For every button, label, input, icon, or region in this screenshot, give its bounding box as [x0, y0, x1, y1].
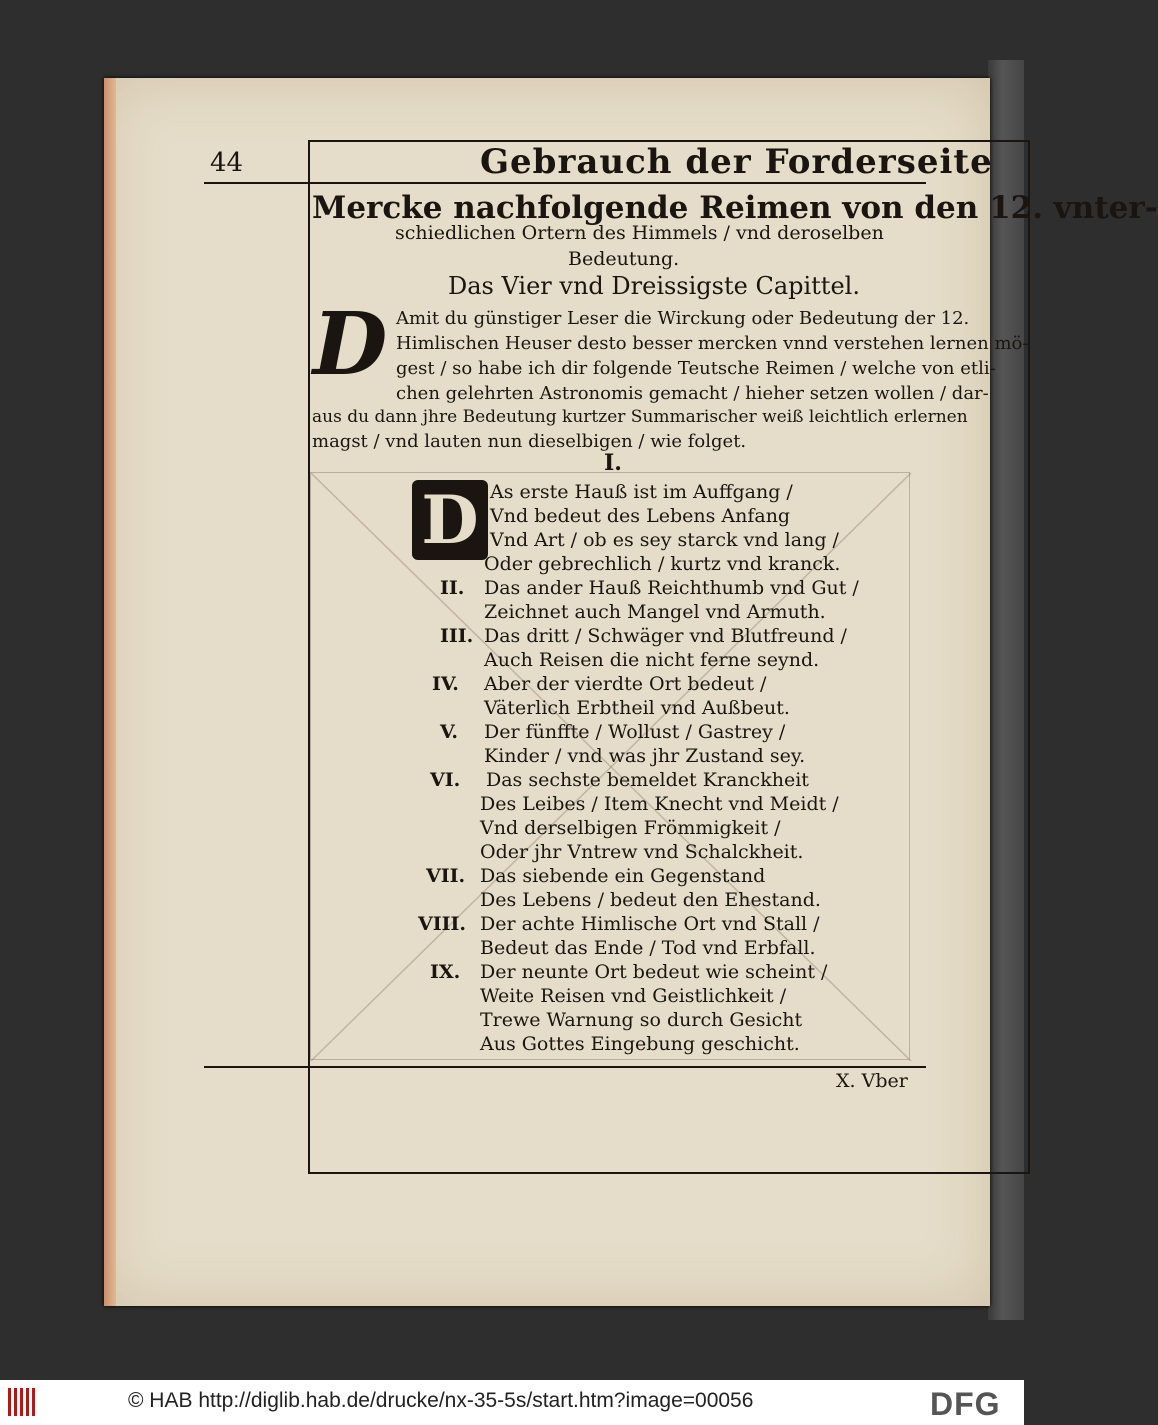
- head-rule: [204, 182, 926, 184]
- verse-line: Der fünffte / Wollust / Gastrey /: [484, 721, 786, 743]
- verse-number: III.: [440, 625, 474, 647]
- verse-line: As erste Hauß ist im Auffgang /: [490, 481, 793, 503]
- verse-line: Väterlich Erbtheil vnd Außbeut.: [484, 697, 790, 719]
- page-number: 44: [210, 148, 244, 178]
- verse-number: VII.: [426, 865, 466, 887]
- verse-number: VIII.: [418, 913, 467, 935]
- verse-line: Das dritt / Schwäger vnd Blutfreund /: [484, 625, 847, 647]
- verse-line: Trewe Warnung so durch Gesicht: [480, 1009, 803, 1031]
- intro-line: Himlischen Heuser desto besser mercken vnnd verstehen lernen mö-: [396, 333, 1029, 354]
- foot-rule: [204, 1066, 926, 1068]
- intro-line: Amit du günstiger Leser die Wirckung oder Bedeutung der 12.: [396, 308, 970, 329]
- verse-line: Des Leibes / Item Knecht vnd Meidt /: [480, 793, 839, 815]
- section-heading: Mercke nachfolgende Reimen von den 12. vnter-: [312, 190, 1158, 226]
- verse-number: V.: [440, 721, 459, 743]
- verse-line: Vnd Art / ob es sey starck vnd lang /: [490, 529, 839, 551]
- verse-line: Kinder / vnd was jhr Zustand sey.: [484, 745, 806, 767]
- section-heading-line2: schiedlichen Ortern des Himmels / vnd deroselben: [395, 222, 884, 244]
- page-gilt-edge: [104, 78, 116, 1306]
- verse-line: Bedeut das Ende / Tod vnd Erbfall.: [480, 937, 816, 959]
- verse-line: Oder jhr Vntrew vnd Schalckheit.: [480, 841, 804, 863]
- dfg-logo: DFG: [930, 1386, 1001, 1422]
- verse-line: Aus Gottes Eingebung geschicht.: [480, 1033, 800, 1055]
- hab-logo-icon: [8, 1388, 38, 1416]
- verse-number-first: I.: [604, 450, 622, 476]
- intro-line: magst / vnd lauten nun dieselbigen / wie folget.: [312, 431, 747, 452]
- chapter-title: Das Vier vnd Dreissigste Capittel.: [448, 272, 860, 300]
- intro-line: gest / so habe ich dir folgende Teutsche Reimen / welche von etli-: [396, 358, 996, 379]
- verse-line: Aber der vierdte Ort bedeut /: [484, 673, 767, 695]
- verse-line: Des Lebens / bedeut den Ehestand.: [480, 889, 821, 911]
- catchword: X. Vber: [836, 1070, 908, 1092]
- intro-line: chen gelehrten Astronomis gemacht / hieher setzen wollen / dar-: [396, 383, 989, 404]
- verse-line: Der neunte Ort bedeut wie scheint /: [480, 961, 828, 983]
- source-link[interactable]: © HAB http://diglib.hab.de/drucke/nx-35-5s/start.htm?image=00056: [128, 1389, 754, 1412]
- verse-line: Auch Reisen die nicht ferne seynd.: [484, 649, 820, 671]
- verse-number: IX.: [430, 961, 461, 983]
- verse-line: Das sechste bemeldet Kranckheit: [486, 769, 809, 791]
- verse-line: Das ander Hauß Reichthumb vnd Gut /: [484, 577, 859, 599]
- verse-line: Der achte Himlische Ort vnd Stall /: [480, 913, 820, 935]
- verse-line: Vnd bedeut des Lebens Anfang: [490, 505, 791, 527]
- viewer-footer: [0, 1380, 1024, 1425]
- intro-line: aus du dann jhre Bedeutung kurtzer Summarischer weiß leichtlich erlernen: [312, 407, 968, 427]
- verse-line: Vnd derselbigen Frömmigkeit /: [480, 817, 781, 839]
- verse-number: IV.: [432, 673, 459, 695]
- verse-line: Das siebende ein Gegenstand: [480, 865, 766, 887]
- verse-number: VI.: [430, 769, 461, 791]
- section-heading-line3: Bedeutung.: [568, 248, 680, 270]
- verse-number: II.: [440, 577, 465, 599]
- verse-line: Oder gebrechlich / kurtz vnd kranck.: [484, 553, 841, 575]
- running-head: Gebrauch der Forderseite: [480, 142, 993, 182]
- verse-dropcap: D: [412, 480, 488, 560]
- verse-line: Weite Reisen vnd Geistlichkeit /: [480, 985, 787, 1007]
- intro-dropcap: D: [312, 294, 388, 395]
- verse-line: Zeichnet auch Mangel vnd Armuth.: [484, 601, 826, 623]
